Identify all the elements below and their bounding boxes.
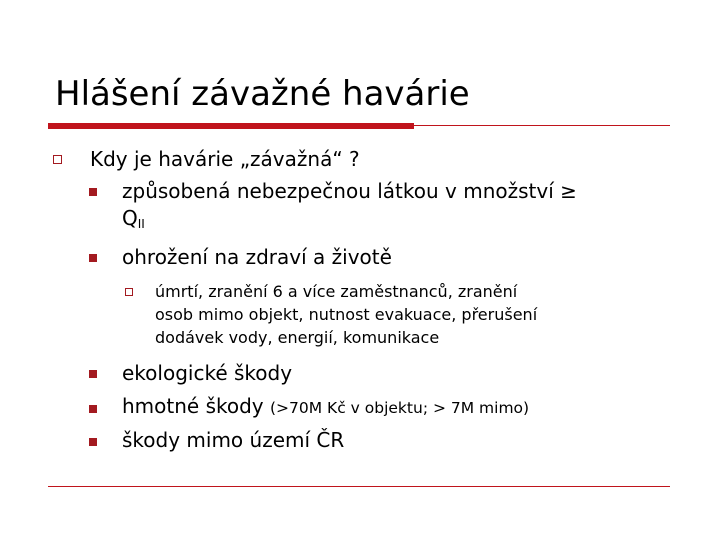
solid-square-bullet-icon: [89, 438, 97, 446]
sub-bullet-line1: úmrtí, zranění 6 a více zaměstnanců, zranění: [155, 282, 518, 301]
solid-square-bullet-icon: [89, 370, 97, 378]
bullet-item-line1: způsobená nebezpečnou látkou v množství ≥: [122, 179, 577, 203]
title-underline-thin: [414, 125, 670, 126]
solid-square-bullet-icon: [89, 188, 97, 196]
slide-title: Hlášení závažné havárie: [55, 74, 470, 114]
q-symbol: Q: [122, 206, 138, 230]
q-subscript: II: [137, 217, 145, 231]
sub-bullet-line3: dodávek vody, energií, komunikace: [155, 328, 440, 347]
bottom-rule: [48, 486, 670, 487]
bullet-item: [122, 393, 529, 422]
bullet-item-line2: [122, 205, 145, 238]
level1-question: Kdy je havárie „závažná“ ?: [90, 147, 360, 171]
bullet-item: škody mimo území ČR: [122, 428, 345, 452]
solid-square-bullet-icon: [89, 254, 97, 262]
hollow-square-bullet-icon: [125, 288, 133, 296]
bullet-item-note: (>70M Kč v objektu; > 7M mimo): [270, 399, 530, 417]
bullet-item-main: hmotné škody: [122, 394, 264, 418]
sub-bullet-line2: osob mimo objekt, nutnost evakuace, přerušení: [155, 305, 538, 324]
hollow-square-bullet-icon: [53, 155, 62, 164]
solid-square-bullet-icon: [89, 405, 97, 413]
title-underline-thick: [48, 123, 414, 129]
bullet-item: ekologické škody: [122, 361, 293, 385]
bullet-item: ohrožení na zdraví a životě: [122, 245, 392, 269]
